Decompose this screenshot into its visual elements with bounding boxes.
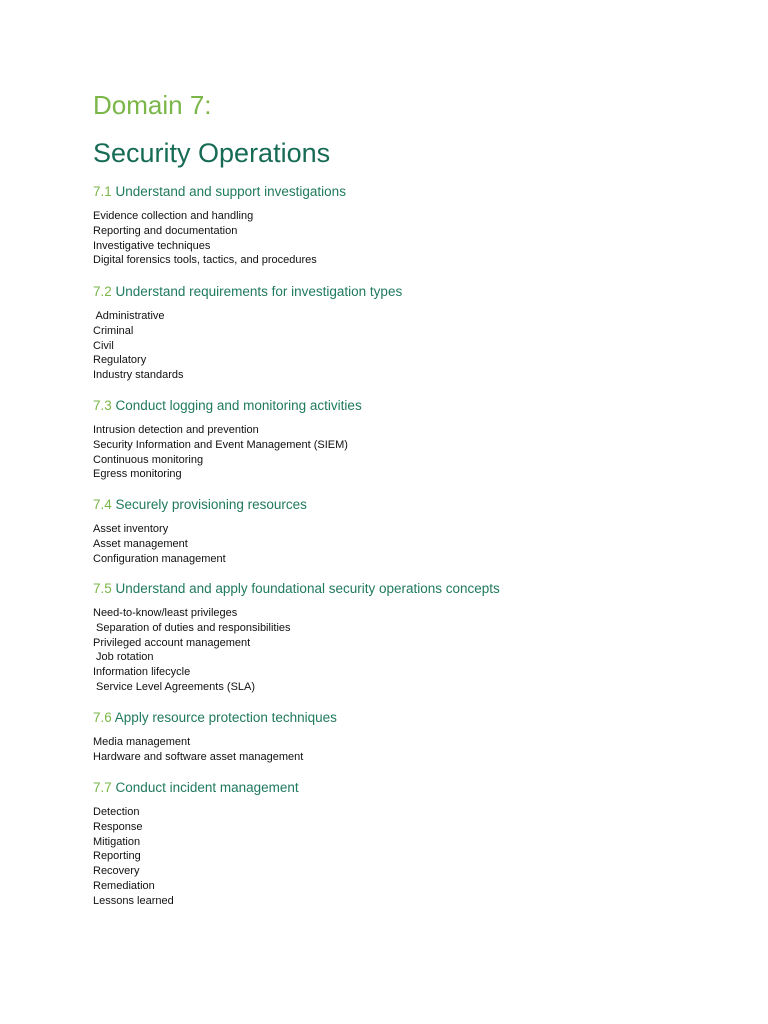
list-item: Reporting and documentation xyxy=(93,224,238,237)
section-title: Apply resource protection techniques xyxy=(114,710,337,725)
section-7-4 xyxy=(93,496,733,566)
list-item: Lessons learned xyxy=(93,894,174,907)
list-item: Hardware and software asset management xyxy=(93,750,304,763)
list-item: Digital forensics tools, tactics, and procedures xyxy=(93,254,317,267)
list-item: Asset inventory xyxy=(93,523,169,535)
section-heading xyxy=(93,709,733,727)
list-item: Separation of duties and responsibilities xyxy=(93,621,291,634)
list-item: Mitigation xyxy=(93,835,141,848)
list-item: Continuous monitoring xyxy=(93,453,204,466)
list-item: Evidence collection and handling xyxy=(93,210,254,222)
section-title: Conduct logging and monitoring activities xyxy=(115,398,362,413)
list-item: Regulatory xyxy=(93,354,147,367)
section-heading xyxy=(93,779,733,797)
section-item-list xyxy=(93,423,733,482)
list-item: Reporting xyxy=(93,850,141,863)
list-item: Criminal xyxy=(93,324,134,337)
domain-number-heading: Domain 7: xyxy=(93,90,212,120)
section-7-5 xyxy=(93,580,733,695)
list-item: Recovery xyxy=(93,865,140,878)
section-item-list xyxy=(93,309,733,383)
list-item: Detection xyxy=(93,806,140,818)
section-heading xyxy=(93,580,733,598)
list-item: Civil xyxy=(93,339,114,352)
section-title: Understand requirements for investigation types xyxy=(115,284,403,299)
section-number: 7.7 xyxy=(93,780,112,795)
list-item: Configuration management xyxy=(93,552,226,565)
list-item: Need-to-know/least privileges xyxy=(93,607,238,619)
section-7-3 xyxy=(93,397,733,482)
section-title: Understand and apply foundational security operations concepts xyxy=(115,581,500,596)
section-7-2 xyxy=(93,283,733,383)
list-item: Service Level Agreements (SLA) xyxy=(93,680,256,693)
section-number: 7.2 xyxy=(93,284,112,299)
section-item-list xyxy=(93,805,733,909)
section-item-list xyxy=(93,606,733,695)
list-item: Response xyxy=(93,820,143,833)
section-7-1 xyxy=(93,183,733,268)
section-heading xyxy=(93,183,733,201)
section-item-list xyxy=(93,522,733,566)
section-title: Understand and support investigations xyxy=(115,184,346,199)
section-heading xyxy=(93,496,733,514)
section-title: Conduct incident management xyxy=(115,780,299,795)
section-item-list xyxy=(93,209,733,268)
list-item: Egress monitoring xyxy=(93,468,182,481)
list-item: Remediation xyxy=(93,879,155,892)
list-item: Job rotation xyxy=(93,651,154,664)
list-item: Media management xyxy=(93,736,191,748)
section-number: 7.3 xyxy=(93,398,112,413)
domain-title: Security Operations xyxy=(93,138,331,168)
section-number: 7.4 xyxy=(93,497,112,512)
section-item-list xyxy=(93,735,733,765)
list-item: Information lifecycle xyxy=(93,666,191,679)
list-item: Administrative xyxy=(93,310,165,322)
section-heading xyxy=(93,397,733,415)
section-number: 7.5 xyxy=(93,581,112,596)
list-item: Asset management xyxy=(93,537,188,550)
section-number: 7.6 xyxy=(93,710,112,725)
section-number: 7.1 xyxy=(93,184,112,199)
section-7-6 xyxy=(93,709,733,765)
section-heading xyxy=(93,283,733,301)
list-item: Security Information and Event Management (SIEM) xyxy=(93,438,348,451)
list-item: Investigative techniques xyxy=(93,239,211,252)
list-item: Privileged account management xyxy=(93,636,251,649)
section-7-7 xyxy=(93,779,733,909)
list-item: Industry standards xyxy=(93,369,184,382)
list-item: Intrusion detection and prevention xyxy=(93,424,259,436)
section-title: Securely provisioning resources xyxy=(115,497,307,512)
